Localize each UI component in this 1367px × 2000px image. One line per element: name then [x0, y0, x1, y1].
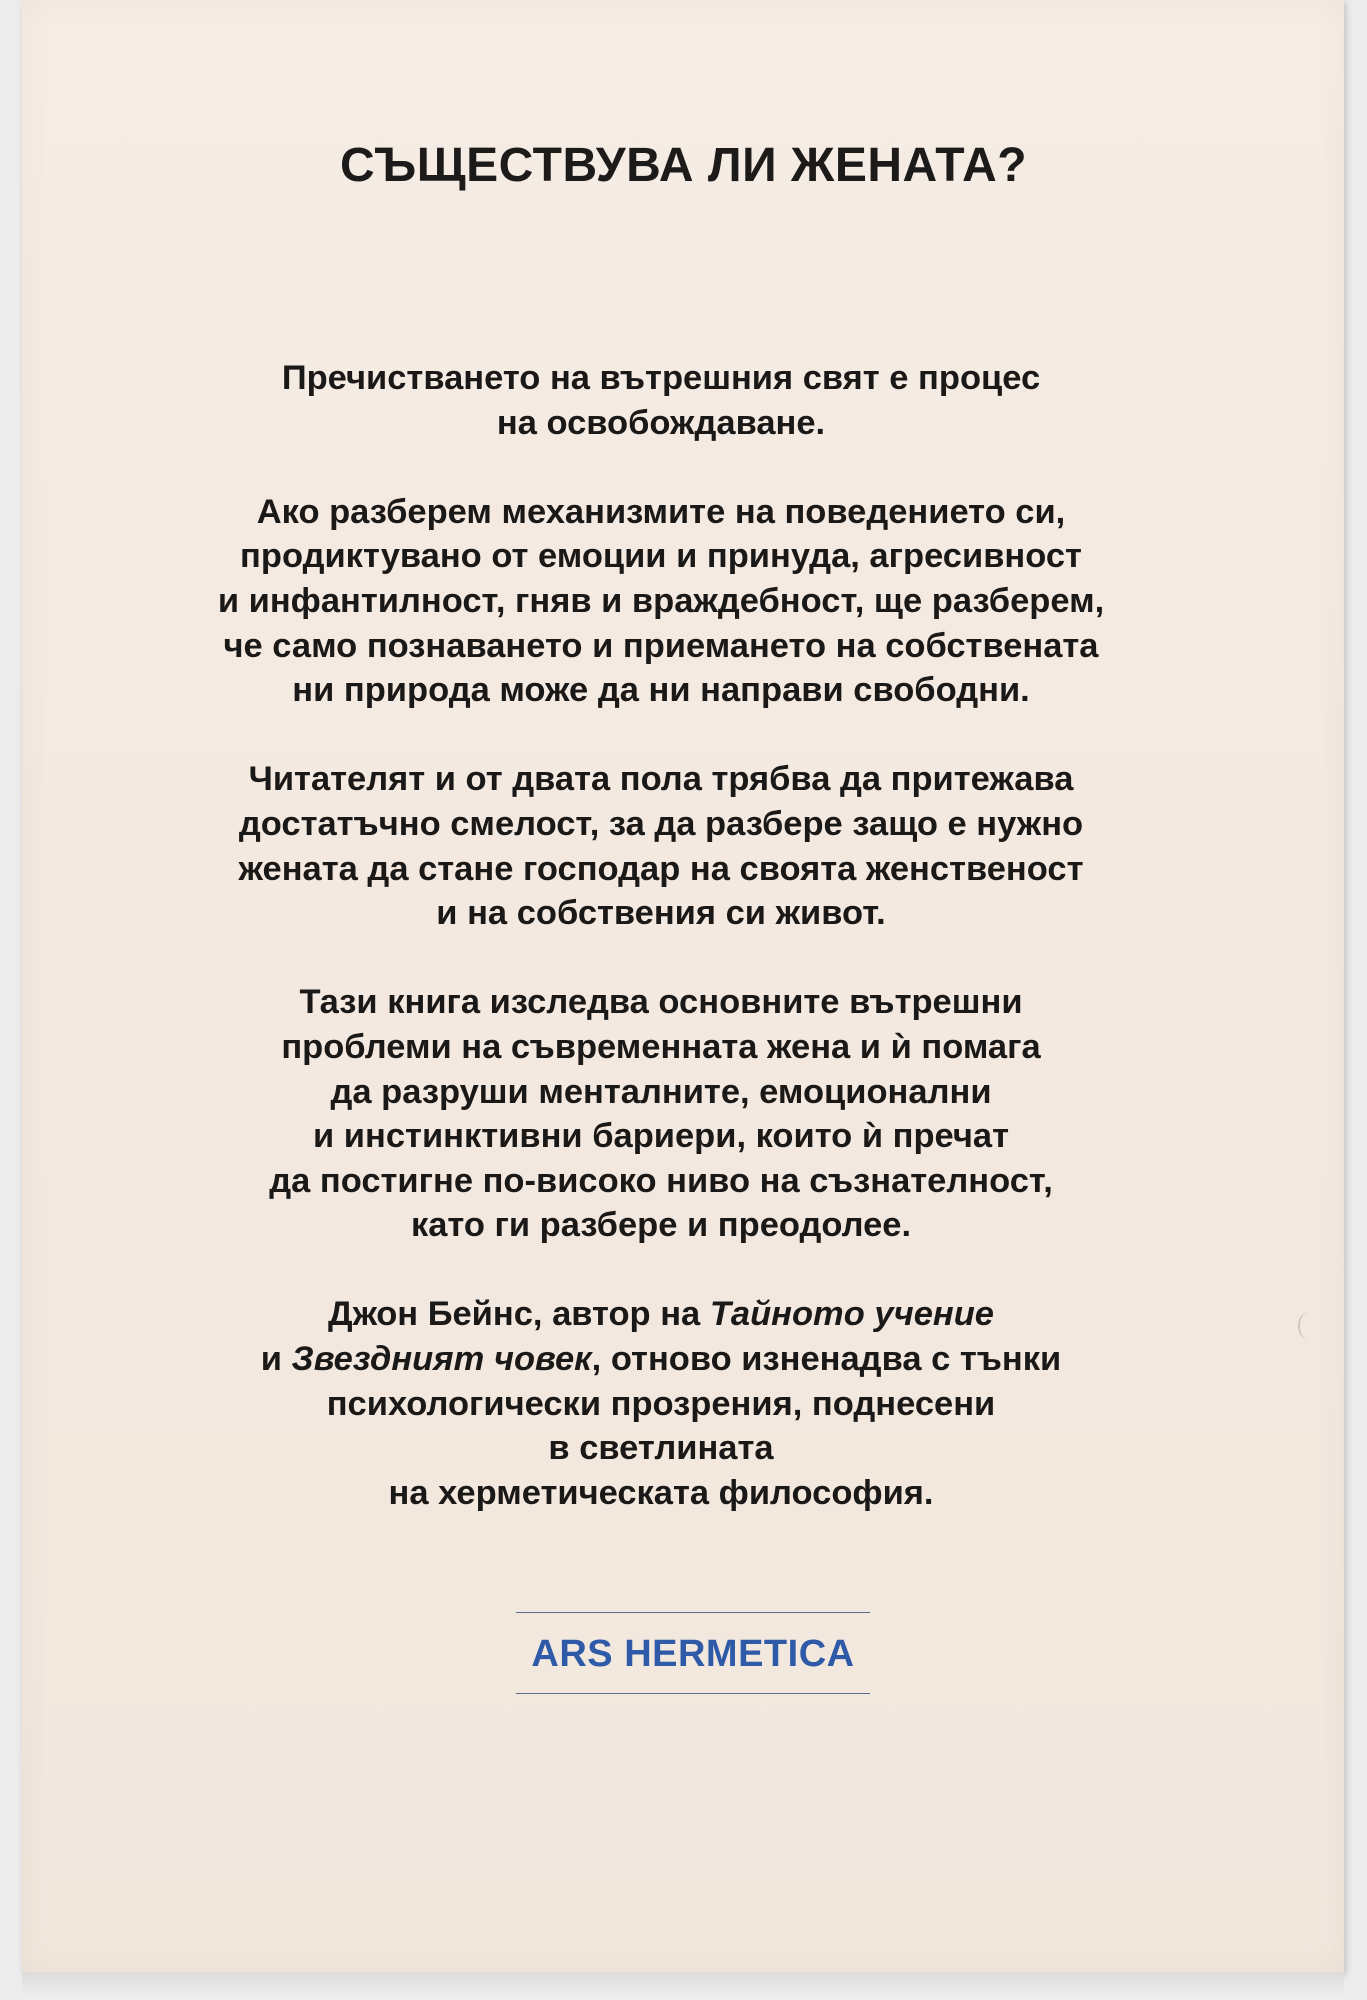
blurb-text: [80, 356, 1242, 1560]
blurb-line: Тази книга изследва основните вътрешни: [299, 983, 1023, 1022]
blurb-paragraph-3: [80, 757, 1242, 935]
blurb-paragraph-4: [80, 980, 1242, 1248]
blurb-line: Ако разберем механизмите на поведението си,: [256, 492, 1066, 531]
blurb-line: и инстинктивни бариери, които ѝ пречат: [313, 1117, 1009, 1156]
blurb-line: че само познаването и приемането на собствената: [223, 626, 1099, 665]
cover-bottom-edge: [22, 1972, 1344, 2000]
blurb-line: в светлината: [548, 1429, 774, 1468]
blurb-line: проблеми на съвременната жена и ѝ помага: [281, 1027, 1041, 1066]
book-title-star-man: Звездният човек: [291, 1340, 592, 1379]
paper-crease-mark: [1298, 1312, 1318, 1340]
author-line-2-suffix: , отново изненадва с тънки: [591, 1340, 1062, 1379]
publisher-rule-top: [516, 1612, 870, 1613]
cover-title: СЪЩЕСТВУВА ЛИ ЖЕНАТА?: [339, 139, 1028, 192]
blurb-line: ни природа може да ни направи свободни.: [292, 671, 1030, 710]
blurb-line: на херметическата философия.: [388, 1473, 934, 1512]
blurb-paragraph-2: [80, 490, 1242, 713]
blurb-line: Читателят и от двата пола трябва да притежава: [248, 760, 1074, 799]
author-line-2-prefix: и: [260, 1340, 292, 1379]
blurb-line: като ги разбере и преодолее.: [410, 1206, 912, 1245]
blurb-line: жената да стане господар на своята женственост: [238, 849, 1084, 888]
author-line-1-prefix: Джон Бейнс, автор на: [328, 1295, 710, 1334]
blurb-line: да постигне по-високо ниво на съзнателност,: [269, 1161, 1053, 1200]
author-line-2: [80, 1337, 1242, 1382]
blurb-line: достатъчно смелост, за да разбере защо е нужно: [238, 804, 1084, 843]
blurb-line: и на собствения си живот.: [436, 894, 886, 933]
book-title-secret-doctrine: Тайнотo учение: [709, 1295, 994, 1334]
blurb-paragraph-1: [80, 356, 1242, 445]
blurb-line: психологически прозрения, поднесени: [326, 1384, 996, 1423]
blurb-line: да разруши менталните, емоционални: [330, 1072, 992, 1111]
author-line-1: [80, 1292, 1242, 1337]
blurb-line: продиктувано от емоции и принуда, агресивност: [240, 537, 1082, 576]
blurb-line: Пречистването на вътрешния свят е процес: [281, 359, 1041, 397]
publisher-rule-bottom: [516, 1693, 870, 1694]
blurb-paragraph-5: [80, 1292, 1242, 1515]
blurb-line: на освобождаване.: [496, 403, 826, 442]
blurb-line: и инфантилност, гняв и враждебност, ще разберем,: [217, 581, 1105, 620]
publisher-name: ARS HERMETICA: [531, 1633, 855, 1675]
